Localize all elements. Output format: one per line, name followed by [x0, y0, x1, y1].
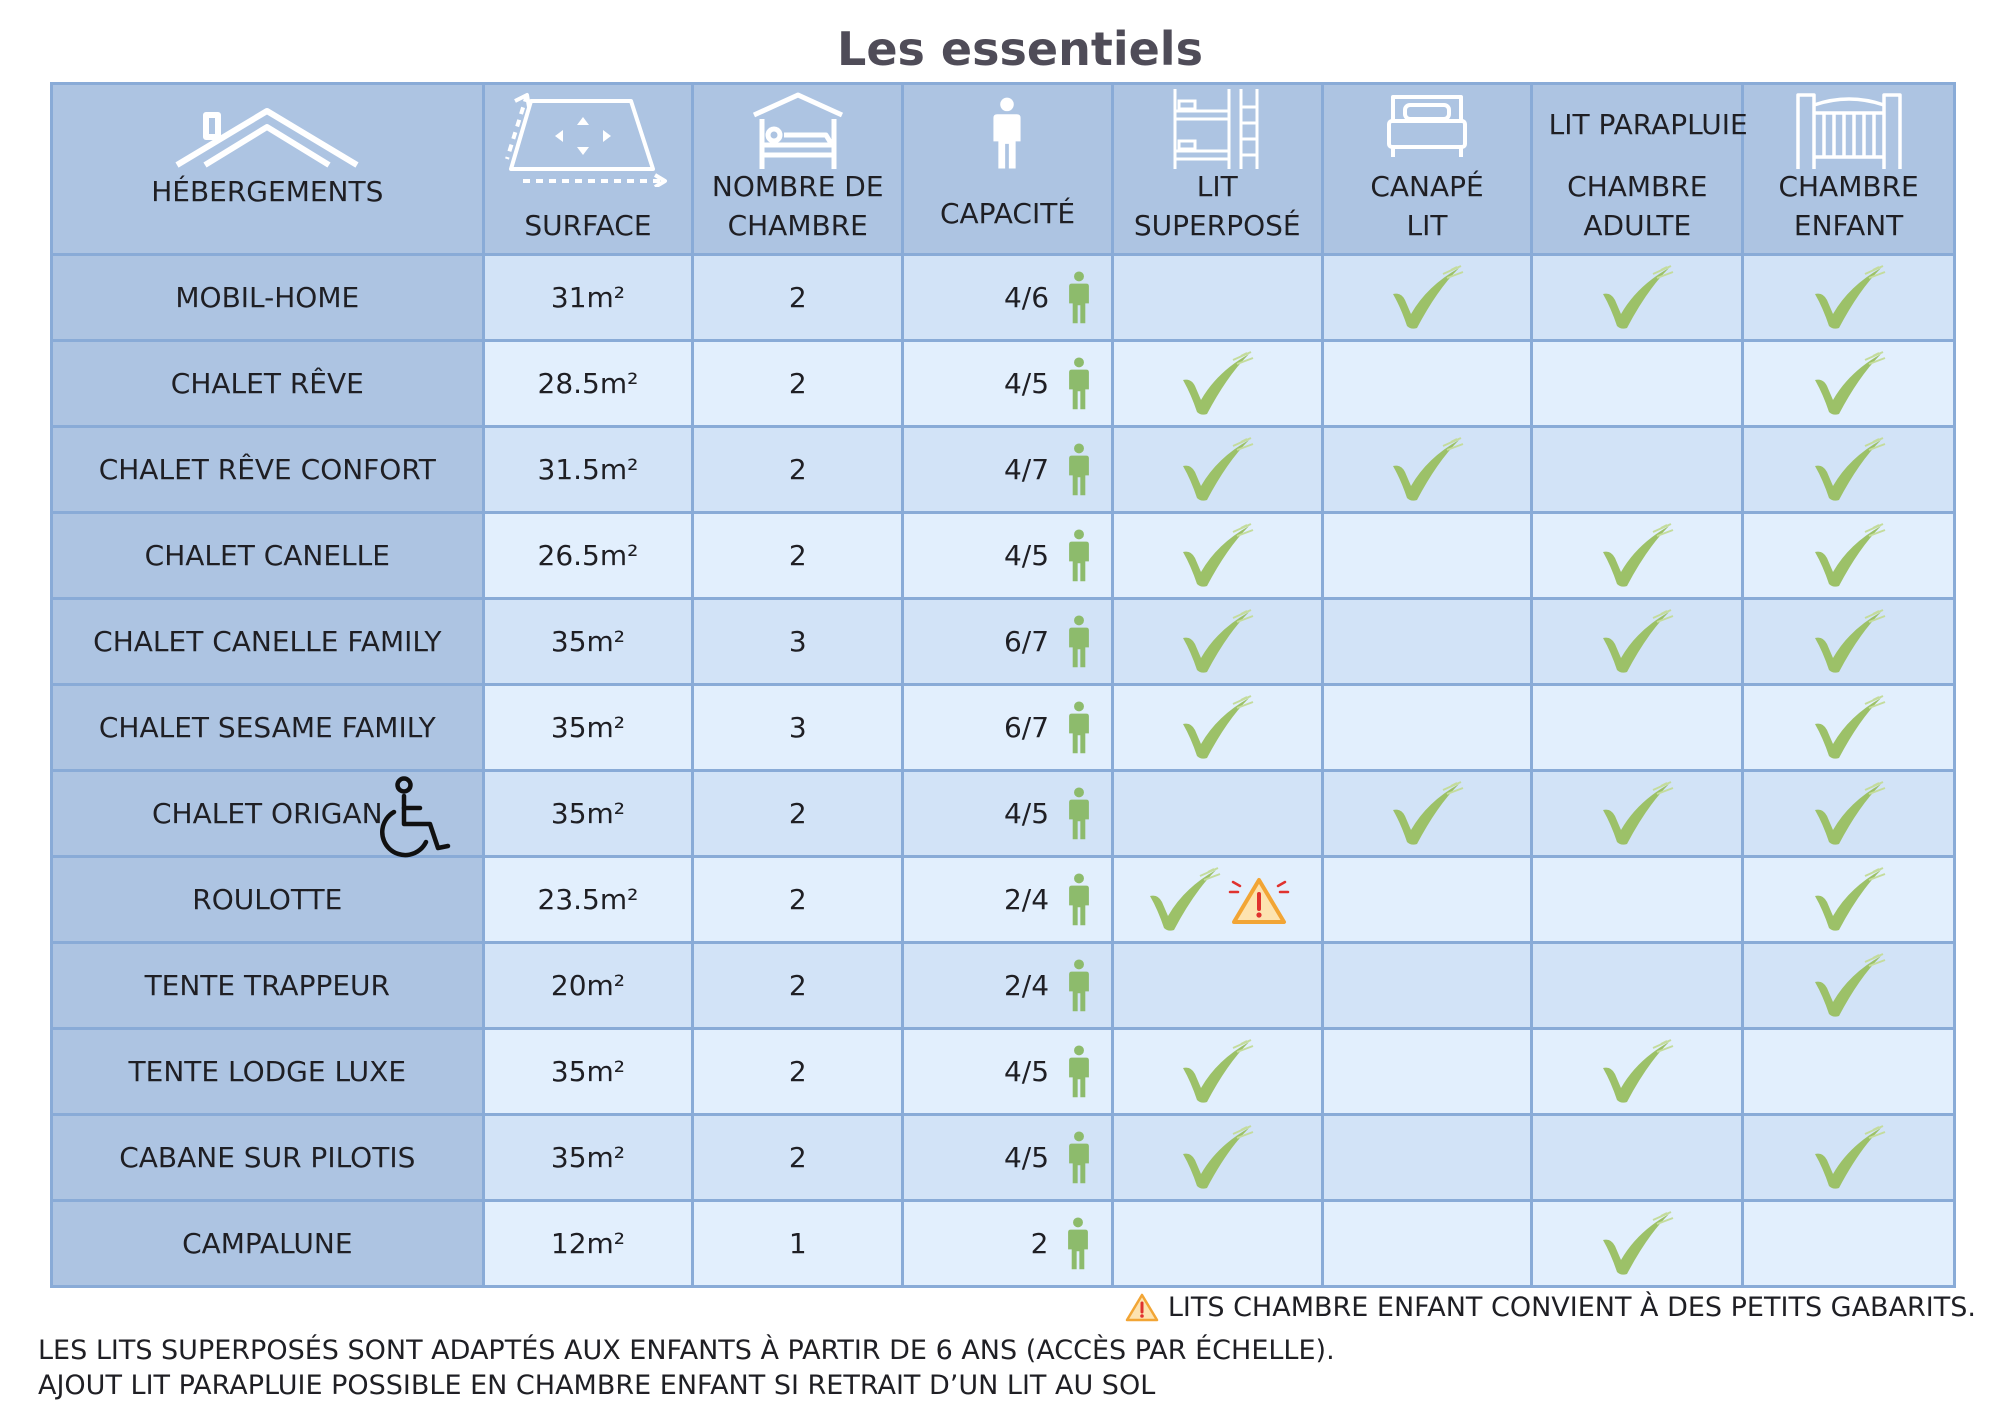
cell-chambre-adulte — [1532, 771, 1743, 857]
cell-canape — [1322, 685, 1532, 771]
cell-surface — [483, 341, 693, 427]
person-icon — [1067, 959, 1091, 1013]
hebergement-name: CHALET ORIGAN — [151, 797, 383, 830]
hebergement-name: CAMPALUNE — [182, 1227, 353, 1260]
hebergement-name: ROULOTTE — [192, 883, 343, 916]
capacite-wrap — [924, 1217, 1090, 1271]
chambres-value: 2 — [788, 539, 807, 572]
capacite-wrap — [924, 873, 1091, 927]
cell-capacite — [903, 255, 1113, 341]
house-icon — [172, 103, 362, 171]
header-chambre-enfant-label: CHAMBRE ENFANT — [1778, 170, 1919, 242]
warning-note-text: LITS CHAMBRE ENFANT CONVIENT À DES PETITS GABARITS. — [1167, 1291, 1976, 1323]
check-icon — [1177, 436, 1257, 504]
cell-chambre-enfant — [1743, 857, 1955, 943]
chambres-value: 2 — [788, 367, 807, 400]
header-chambre-adulte-label: CHAMBRE ADULTE — [1567, 170, 1708, 242]
footer-notes — [38, 1333, 1335, 1403]
chambres-value: 2 — [788, 883, 807, 916]
cell-chambre-enfant — [1743, 771, 1955, 857]
check-icon — [1177, 694, 1257, 762]
header-hebergements-label: HÉBERGEMENTS — [151, 175, 384, 208]
capacite-value: 2 — [1030, 1227, 1049, 1260]
cell-hebergement — [52, 599, 484, 685]
cell-surface — [483, 685, 693, 771]
person-icon — [1067, 529, 1091, 583]
check-icon — [1809, 780, 1889, 848]
check-icon — [1809, 694, 1889, 762]
cell-chambre-adulte — [1532, 341, 1743, 427]
cell-chambre-adulte — [1532, 255, 1743, 341]
cell-superpose — [1112, 599, 1322, 685]
hebergement-name: TENTE LODGE LUXE — [128, 1055, 407, 1088]
check-icon — [1597, 522, 1677, 590]
cell-canape — [1322, 1029, 1532, 1115]
hebergement-name: CHALET RÊVE — [170, 367, 364, 400]
cell-surface — [483, 1115, 693, 1201]
check-icon — [1177, 350, 1257, 418]
cell-canape — [1322, 255, 1532, 341]
check-icon — [1144, 866, 1224, 934]
header-surface — [483, 84, 693, 255]
cell-superpose — [1112, 1201, 1322, 1287]
header-capacite-label: CAPACITÉ — [939, 197, 1076, 230]
cell-hebergement — [52, 771, 484, 857]
cell-surface — [483, 943, 693, 1029]
capacite-value: 4/5 — [1003, 1141, 1050, 1174]
cell-chambres — [693, 943, 903, 1029]
capacite-wrap — [924, 271, 1091, 325]
cell-surface — [483, 771, 693, 857]
page-title: Les essentiels — [837, 22, 1203, 76]
surface-value: 26.5m² — [537, 539, 639, 572]
check-icon — [1809, 608, 1889, 676]
surface-value: 23.5m² — [537, 883, 639, 916]
cell-hebergement — [52, 255, 484, 341]
header-surface-label: SURFACE — [524, 209, 652, 242]
table-row — [52, 1029, 1955, 1115]
person-icon — [1067, 271, 1091, 325]
cell-hebergement — [52, 1029, 484, 1115]
area-icon — [503, 91, 673, 187]
surface-value: 28.5m² — [537, 367, 639, 400]
table-row — [52, 513, 1955, 599]
hebergement-name: CABANE SUR PILOTIS — [119, 1141, 416, 1174]
cell-capacite — [903, 341, 1113, 427]
check-icon — [1597, 1210, 1677, 1278]
hebergement-name: CHALET CANELLE — [144, 539, 390, 572]
chambres-value: 2 — [788, 1141, 807, 1174]
cell-chambre-adulte — [1532, 857, 1743, 943]
cell-chambre-adulte — [1532, 943, 1743, 1029]
cell-capacite — [903, 857, 1113, 943]
cell-chambres — [693, 599, 903, 685]
cell-capacite — [903, 771, 1113, 857]
cell-chambre-enfant — [1743, 685, 1955, 771]
surface-value: 35m² — [550, 711, 626, 744]
chambres-value: 2 — [788, 453, 807, 486]
cell-superpose — [1112, 341, 1322, 427]
capacite-value: 4/5 — [1003, 367, 1050, 400]
table-row — [52, 427, 1955, 513]
capacite-wrap — [924, 1131, 1091, 1185]
capacite-wrap — [924, 529, 1091, 583]
cell-chambre-enfant — [1743, 427, 1955, 513]
header-row — [52, 84, 1955, 255]
chambres-value: 2 — [788, 969, 807, 1002]
cell-capacite — [903, 1115, 1113, 1201]
cell-canape — [1322, 1115, 1532, 1201]
cell-chambre-adulte — [1532, 1115, 1743, 1201]
cell-superpose — [1112, 857, 1322, 943]
cell-canape — [1322, 943, 1532, 1029]
check-icon — [1597, 608, 1677, 676]
person-icon — [1067, 701, 1091, 755]
cell-capacite — [903, 1029, 1113, 1115]
table-row — [52, 255, 1955, 341]
check-icon — [1177, 522, 1257, 590]
surface-value: 35m² — [550, 1141, 626, 1174]
cell-capacite — [903, 599, 1113, 685]
cell-capacite — [903, 943, 1113, 1029]
table-row — [52, 943, 1955, 1029]
person-icon — [1067, 1045, 1091, 1099]
cell-capacite — [903, 427, 1113, 513]
cell-chambre-adulte — [1532, 599, 1743, 685]
cell-hebergement — [52, 427, 484, 513]
capacite-value: 2/4 — [1003, 883, 1050, 916]
check-icon — [1809, 952, 1889, 1020]
chambres-value: 2 — [788, 797, 807, 830]
cell-chambre-adulte — [1532, 685, 1743, 771]
cell-surface — [483, 599, 693, 685]
cell-surface — [483, 1201, 693, 1287]
check-icon — [1809, 436, 1889, 504]
header-hebergements — [52, 84, 484, 255]
table-row — [52, 685, 1955, 771]
check-icon — [1177, 608, 1257, 676]
check-icon — [1597, 780, 1677, 848]
crib-icon — [1794, 91, 1904, 173]
person-icon — [1067, 443, 1091, 497]
cell-chambres — [693, 857, 903, 943]
cell-chambre-enfant — [1743, 943, 1955, 1029]
hebergement-name: CHALET SESAME FAMILY — [98, 711, 436, 744]
header-chambres — [693, 84, 903, 255]
cell-canape — [1322, 857, 1532, 943]
cell-chambres — [693, 1201, 903, 1287]
person-icon — [1067, 1131, 1091, 1185]
chambres-value: 2 — [788, 281, 807, 314]
surface-value: 20m² — [550, 969, 626, 1002]
surface-value: 35m² — [550, 1055, 626, 1088]
cell-hebergement — [52, 1201, 484, 1287]
header-chambres-label: NOMBRE DE CHAMBRE — [711, 170, 884, 242]
capacite-value: 6/7 — [1003, 625, 1050, 658]
capacite-wrap — [924, 701, 1091, 755]
cell-superpose — [1112, 427, 1322, 513]
cell-chambre-adulte — [1532, 513, 1743, 599]
header-parapluie-label: LIT PARAPLUIE — [1548, 108, 1748, 141]
cell-hebergement — [52, 857, 484, 943]
capacite-value: 4/7 — [1003, 453, 1050, 486]
capacite-wrap — [924, 787, 1091, 841]
capacite-wrap — [924, 615, 1091, 669]
cell-chambre-adulte — [1532, 1201, 1743, 1287]
capacite-wrap — [924, 443, 1091, 497]
cell-canape — [1322, 341, 1532, 427]
warning-icon — [1124, 1290, 1160, 1324]
surface-value: 12m² — [550, 1227, 626, 1260]
surface-value: 31.5m² — [537, 453, 639, 486]
surface-value: 35m² — [550, 625, 626, 658]
capacite-wrap — [924, 1045, 1091, 1099]
cell-chambres — [693, 1115, 903, 1201]
hebergement-name: TENTE TRAPPEUR — [144, 969, 390, 1002]
cell-chambre-adulte — [1532, 427, 1743, 513]
table-row — [52, 341, 1955, 427]
table-row — [52, 599, 1955, 685]
cell-chambre-enfant — [1743, 255, 1955, 341]
bunk-bed-icon — [1171, 87, 1263, 171]
check-icon — [1809, 866, 1889, 934]
check-icon — [1177, 1038, 1257, 1106]
cell-canape — [1322, 1201, 1532, 1287]
check-icon — [1387, 780, 1467, 848]
cell-canape — [1322, 427, 1532, 513]
cell-chambre-adulte — [1532, 1029, 1743, 1115]
chambres-value: 3 — [788, 625, 807, 658]
cell-chambres — [693, 513, 903, 599]
cell-surface — [483, 857, 693, 943]
hebergement-name: MOBIL-HOME — [175, 281, 360, 314]
check-icon — [1597, 264, 1677, 332]
capacite-value: 4/5 — [1003, 1055, 1050, 1088]
chambres-value: 3 — [788, 711, 807, 744]
cell-chambre-enfant — [1743, 1201, 1955, 1287]
check-icon — [1809, 1124, 1889, 1192]
header-superpose-label: LIT SUPERPOSÉ — [1133, 170, 1301, 242]
table-row — [52, 771, 1955, 857]
cell-capacite — [903, 685, 1113, 771]
warning-note — [1124, 1290, 1976, 1324]
person-icon — [1067, 873, 1091, 927]
footer-note-bunk: LES LITS SUPERPOSÉS SONT ADAPTÉS AUX ENFANTS À PARTIR DE 6 ANS (ACCÈS PAR ÉCHELLE). — [38, 1335, 1335, 1366]
cell-chambres — [693, 341, 903, 427]
person-icon — [1067, 787, 1091, 841]
cell-chambre-enfant — [1743, 341, 1955, 427]
header-capacite — [903, 84, 1113, 255]
cell-surface — [483, 513, 693, 599]
cell-canape — [1322, 513, 1532, 599]
chambres-value: 2 — [788, 1055, 807, 1088]
capacite-wrap — [924, 357, 1091, 411]
check-icon — [1387, 436, 1467, 504]
cell-capacite — [903, 513, 1113, 599]
cell-chambres — [693, 427, 903, 513]
cell-chambre-enfant — [1743, 1115, 1955, 1201]
cell-surface — [483, 255, 693, 341]
surface-value: 35m² — [550, 797, 626, 830]
cell-chambres — [693, 255, 903, 341]
capacite-value: 4/5 — [1003, 797, 1050, 830]
check-icon — [1809, 350, 1889, 418]
cell-chambre-enfant — [1743, 599, 1955, 685]
cell-hebergement — [52, 341, 484, 427]
cell-chambres — [693, 1029, 903, 1115]
cell-superpose — [1112, 513, 1322, 599]
cell-hebergement — [52, 513, 484, 599]
cell-chambres — [693, 685, 903, 771]
cell-chambres — [693, 771, 903, 857]
capacite-value: 4/6 — [1003, 281, 1050, 314]
cell-hebergement — [52, 943, 484, 1029]
cell-superpose — [1112, 255, 1322, 341]
cell-canape — [1322, 599, 1532, 685]
table-row — [52, 1115, 1955, 1201]
person-icon — [1067, 615, 1091, 669]
header-canape — [1322, 84, 1532, 255]
person-icon — [992, 97, 1022, 171]
cell-canape — [1322, 771, 1532, 857]
cell-superpose — [1112, 771, 1322, 857]
hebergement-name: CHALET CANELLE FAMILY — [93, 625, 442, 658]
cell-hebergement — [52, 1115, 484, 1201]
accommodation-table — [50, 82, 1956, 1288]
warning-icon — [1228, 872, 1290, 928]
check-icon — [1387, 264, 1467, 332]
sofa-bed-icon — [1385, 91, 1469, 161]
chambres-value: 1 — [788, 1227, 807, 1260]
cell-chambre-enfant — [1743, 513, 1955, 599]
wheelchair-icon — [374, 776, 454, 860]
table-row — [52, 1201, 1955, 1287]
person-icon — [1066, 1217, 1090, 1271]
capacite-value: 6/7 — [1003, 711, 1050, 744]
capacite-wrap — [924, 959, 1091, 1013]
cell-superpose — [1112, 685, 1322, 771]
cell-surface — [483, 1029, 693, 1115]
check-icon — [1809, 264, 1889, 332]
person-icon — [1067, 357, 1091, 411]
table-row — [52, 857, 1955, 943]
hebergement-name: CHALET RÊVE CONFORT — [98, 453, 436, 486]
capacite-value: 4/5 — [1003, 539, 1050, 572]
cell-surface — [483, 427, 693, 513]
check-icon — [1177, 1124, 1257, 1192]
footer-note-crib: AJOUT LIT PARAPLUIE POSSIBLE EN CHAMBRE ENFANT SI RETRAIT D’UN LIT AU SOL — [38, 1370, 1156, 1401]
header-superpose — [1112, 84, 1322, 255]
surface-value: 31m² — [550, 281, 626, 314]
cell-hebergement — [52, 685, 484, 771]
cell-capacite — [903, 1201, 1113, 1287]
cell-superpose — [1112, 943, 1322, 1029]
check-icon — [1597, 1038, 1677, 1106]
check-icon — [1809, 522, 1889, 590]
capacite-value: 2/4 — [1003, 969, 1050, 1002]
header-canape-label: CANAPÉ LIT — [1370, 170, 1484, 242]
cell-superpose — [1112, 1115, 1322, 1201]
cell-superpose — [1112, 1029, 1322, 1115]
bed-room-icon — [748, 89, 848, 177]
cell-chambre-enfant — [1743, 1029, 1955, 1115]
